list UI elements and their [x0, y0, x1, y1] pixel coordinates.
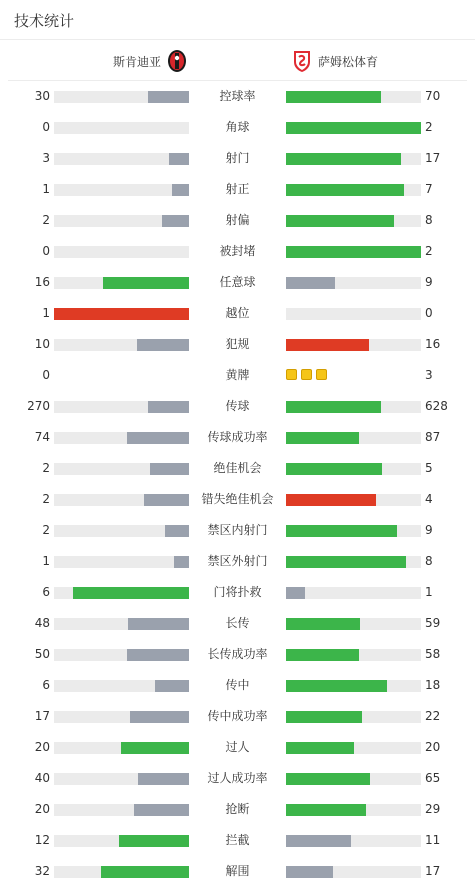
away-stat-bar-fill	[286, 215, 394, 227]
away-stat-bar	[286, 742, 421, 754]
away-stat-value: 9	[425, 275, 433, 289]
home-stat-bar	[54, 866, 189, 878]
away-stat-value: 70	[425, 89, 441, 103]
stat-label: 犯规	[225, 337, 250, 351]
away-stat-bar-fill	[286, 432, 359, 444]
stat-row	[0, 856, 475, 887]
home-stat-value: 1	[42, 182, 50, 196]
home-stat-value: 3	[42, 151, 50, 165]
home-stat-bar-fill	[54, 308, 189, 320]
home-stat-bar	[54, 122, 189, 134]
home-stat-bar	[54, 401, 189, 413]
away-stat-bar-fill	[286, 587, 305, 599]
away-stat-bar-fill	[286, 711, 362, 723]
stat-row	[0, 794, 475, 825]
stat-label: 解围	[225, 864, 250, 878]
home-stat-bar	[54, 835, 189, 847]
stat-row	[0, 546, 475, 577]
home-stat-value: 20	[34, 802, 50, 816]
home-stat-bar-fill	[148, 401, 189, 413]
away-stat-bar	[286, 711, 421, 723]
away-stat-bar-fill	[286, 277, 335, 289]
home-stat-value: 2	[42, 523, 50, 537]
home-stat-bar	[54, 742, 189, 754]
away-stat-bar-fill	[286, 680, 387, 692]
home-stat-bar	[54, 432, 189, 444]
away-stat-bar-fill	[286, 835, 351, 847]
stat-label: 射偏	[225, 213, 250, 227]
away-stat-value: 22	[425, 709, 441, 723]
home-stat-value: 30	[34, 89, 50, 103]
home-stat-bar	[54, 649, 189, 661]
home-team-name: 斯肯迪亚	[112, 54, 161, 69]
away-stat-bar-fill	[286, 91, 381, 103]
away-stat-bar	[286, 308, 421, 320]
stat-row	[0, 174, 475, 205]
home-stat-bar	[54, 246, 189, 258]
away-stat-bar	[286, 277, 421, 289]
stat-row	[0, 267, 475, 298]
away-stat-bar	[286, 153, 421, 165]
away-stat-value: 2	[425, 120, 433, 134]
home-stat-value: 1	[42, 306, 50, 320]
away-stat-bar-fill	[286, 401, 381, 413]
away-stat-bar-fill	[286, 649, 359, 661]
stat-label: 长传成功率	[207, 647, 268, 661]
away-stat-bar	[286, 556, 421, 568]
home-stat-value: 0	[42, 120, 50, 134]
home-stat-bar-fill	[128, 618, 189, 630]
away-stat-bar-fill	[286, 556, 406, 568]
away-stat-value: 5	[425, 461, 433, 475]
stat-label: 门将扑救	[213, 585, 262, 599]
stat-row	[0, 112, 475, 143]
away-team-name: 萨姆松体育	[318, 54, 379, 69]
stat-row	[0, 236, 475, 267]
away-stat-bar	[286, 649, 421, 661]
home-stat-value: 32	[34, 864, 50, 878]
away-stat-bar	[286, 680, 421, 692]
stat-label: 禁区外射门	[207, 554, 268, 568]
away-stat-bar	[286, 804, 421, 816]
away-stat-bar-fill	[286, 122, 421, 134]
home-stat-bar-fill	[138, 773, 189, 785]
away-stat-bar	[286, 587, 421, 599]
home-stat-bar	[54, 556, 189, 568]
home-stat-bar	[54, 804, 189, 816]
stat-label: 传球成功率	[207, 430, 268, 444]
home-stat-bar-fill	[169, 153, 189, 165]
stat-row	[0, 143, 475, 174]
stat-label: 射正	[225, 182, 250, 196]
stat-row	[0, 81, 475, 112]
home-stat-value: 2	[42, 213, 50, 227]
away-stat-bar-fill	[286, 494, 376, 506]
home-stat-value: 48	[34, 616, 50, 630]
away-team[interactable]	[292, 49, 378, 73]
home-stat-value: 17	[34, 709, 50, 723]
away-stat-value: 7	[425, 182, 433, 196]
stat-label: 拦截	[225, 833, 250, 847]
stat-row	[0, 608, 475, 639]
away-stat-value: 8	[425, 213, 433, 227]
home-stat-value: 74	[34, 430, 50, 444]
away-stat-bar-fill	[286, 463, 382, 475]
home-stat-bar-fill	[121, 742, 189, 754]
home-stat-bar	[54, 339, 189, 351]
away-stat-value: 18	[425, 678, 441, 692]
stat-row	[0, 763, 475, 794]
stat-label: 抢断	[225, 802, 250, 816]
away-stat-value: 87	[425, 430, 441, 444]
stat-row	[0, 205, 475, 236]
stat-label: 绝佳机会	[213, 461, 262, 475]
home-stat-bar	[54, 215, 189, 227]
stat-row	[0, 639, 475, 670]
home-stat-bar	[54, 773, 189, 785]
stat-row	[0, 825, 475, 856]
stat-row	[0, 360, 475, 391]
stat-label: 角球	[225, 120, 250, 134]
away-stat-bar	[286, 618, 421, 630]
home-stat-bar	[54, 587, 189, 599]
home-stat-bar-fill	[134, 804, 189, 816]
away-stat-value: 628	[425, 399, 448, 413]
away-stat-bar-fill	[286, 246, 421, 258]
home-stat-bar-fill	[172, 184, 189, 196]
away-stat-bar-fill	[286, 804, 366, 816]
away-stat-value: 1	[425, 585, 433, 599]
stat-row	[0, 577, 475, 608]
home-stat-bar-fill	[127, 649, 189, 661]
away-stat-bar	[286, 91, 421, 103]
home-stat-bar-fill	[162, 215, 189, 227]
stat-label: 控球率	[219, 89, 256, 103]
home-stat-value: 10	[34, 337, 50, 351]
away-stat-value: 17	[425, 864, 441, 878]
away-stat-value: 4	[425, 492, 433, 506]
home-team[interactable]	[113, 49, 187, 73]
home-stat-value: 20	[34, 740, 50, 754]
home-stat-value: 12	[34, 833, 50, 847]
home-stat-value: 1	[42, 554, 50, 568]
home-stat-bar-fill	[165, 525, 189, 537]
stat-row	[0, 391, 475, 422]
home-stat-bar	[54, 277, 189, 289]
stat-row	[0, 701, 475, 732]
home-stat-value: 40	[34, 771, 50, 785]
yellow-card-icon	[301, 369, 312, 380]
home-stat-bar	[54, 494, 189, 506]
stat-row	[0, 329, 475, 360]
away-stat-bar-fill	[286, 773, 370, 785]
away-stat-value: 11	[425, 833, 441, 847]
stat-label: 传中	[225, 678, 250, 692]
away-stat-value: 20	[425, 740, 441, 754]
away-stat-value: 9	[425, 523, 433, 537]
home-stat-bar	[54, 525, 189, 537]
stat-row	[0, 422, 475, 453]
stat-label: 射门	[225, 151, 250, 165]
away-stat-bar	[286, 866, 421, 878]
away-stat-bar-fill	[286, 153, 401, 165]
home-stat-value: 6	[42, 585, 50, 599]
stat-label: 被封堵	[219, 244, 256, 258]
away-stat-bar	[286, 835, 421, 847]
away-stat-value: 8	[425, 554, 433, 568]
away-stat-bar	[286, 525, 421, 537]
samsunspor-crest-icon	[292, 49, 312, 73]
home-stat-bar-fill	[174, 556, 189, 568]
stat-label: 黄牌	[225, 368, 250, 382]
shkendija-crest-icon	[167, 49, 187, 73]
away-stat-value: 16	[425, 337, 441, 351]
stat-label: 任意球	[219, 275, 256, 289]
away-stat-value: 59	[425, 616, 441, 630]
away-stat-value: 58	[425, 647, 441, 661]
away-stat-bar	[286, 773, 421, 785]
home-stat-bar-fill	[150, 463, 189, 475]
home-stat-value: 0	[42, 368, 50, 382]
home-stat-value: 50	[34, 647, 50, 661]
stat-label: 越位	[225, 306, 250, 320]
yellow-cards	[286, 369, 327, 380]
home-stat-value: 6	[42, 678, 50, 692]
away-stat-bar	[286, 184, 421, 196]
home-stat-value: 2	[42, 492, 50, 506]
away-stat-bar	[286, 339, 421, 351]
away-stat-value: 3	[425, 368, 433, 382]
away-stat-bar-fill	[286, 184, 404, 196]
yellow-card-icon	[286, 369, 297, 380]
home-stat-bar-fill	[144, 494, 189, 506]
away-stat-value: 17	[425, 151, 441, 165]
home-stat-bar	[54, 308, 189, 320]
home-stat-bar	[54, 463, 189, 475]
home-stat-bar	[54, 91, 189, 103]
away-stat-bar	[286, 463, 421, 475]
home-stat-value: 270	[27, 399, 50, 413]
away-stat-bar-fill	[286, 525, 397, 537]
stat-row	[0, 670, 475, 701]
stat-label: 过人成功率	[207, 771, 268, 785]
home-stat-bar-fill	[155, 680, 189, 692]
home-stat-bar-fill	[101, 866, 189, 878]
away-stat-bar-fill	[286, 339, 369, 351]
stat-row	[0, 484, 475, 515]
away-stat-value: 29	[425, 802, 441, 816]
away-stat-value: 2	[425, 244, 433, 258]
away-stat-bar	[286, 401, 421, 413]
page-title: 技术统计	[14, 12, 75, 30]
home-stat-bar-fill	[73, 587, 189, 599]
home-stat-value: 0	[42, 244, 50, 258]
home-stat-bar-fill	[137, 339, 189, 351]
stat-row	[0, 515, 475, 546]
home-stat-value: 2	[42, 461, 50, 475]
home-stat-bar	[54, 153, 189, 165]
home-stat-bar-fill	[130, 711, 189, 723]
away-stat-bar	[286, 494, 421, 506]
home-stat-bar-fill	[127, 432, 189, 444]
stat-label: 传中成功率	[207, 709, 268, 723]
home-stat-bar	[54, 711, 189, 723]
away-stat-bar-fill	[286, 866, 333, 878]
stat-row	[0, 732, 475, 763]
away-stat-bar-fill	[286, 618, 360, 630]
away-stat-bar	[286, 122, 421, 134]
home-stat-bar-fill	[148, 91, 189, 103]
away-stat-bar	[286, 432, 421, 444]
home-stat-bar	[54, 680, 189, 692]
stat-label: 禁区内射门	[207, 523, 268, 537]
home-stat-bar	[54, 618, 189, 630]
stat-label: 错失绝佳机会	[201, 492, 274, 506]
away-stat-value: 65	[425, 771, 441, 785]
home-stat-bar-fill	[119, 835, 189, 847]
yellow-card-icon	[316, 369, 327, 380]
title-bar	[0, 0, 475, 40]
stat-row	[0, 298, 475, 329]
home-stat-bar-fill	[103, 277, 189, 289]
stat-label: 传球	[225, 399, 250, 413]
home-stat-value: 16	[34, 275, 50, 289]
stat-label: 过人	[225, 740, 250, 754]
away-stat-bar	[286, 215, 421, 227]
away-stat-bar-fill	[286, 742, 354, 754]
stat-label: 长传	[225, 616, 250, 630]
home-stat-bar	[54, 184, 189, 196]
away-stat-value: 0	[425, 306, 433, 320]
team-header	[8, 41, 467, 81]
away-stat-bar	[286, 246, 421, 258]
stat-row	[0, 453, 475, 484]
